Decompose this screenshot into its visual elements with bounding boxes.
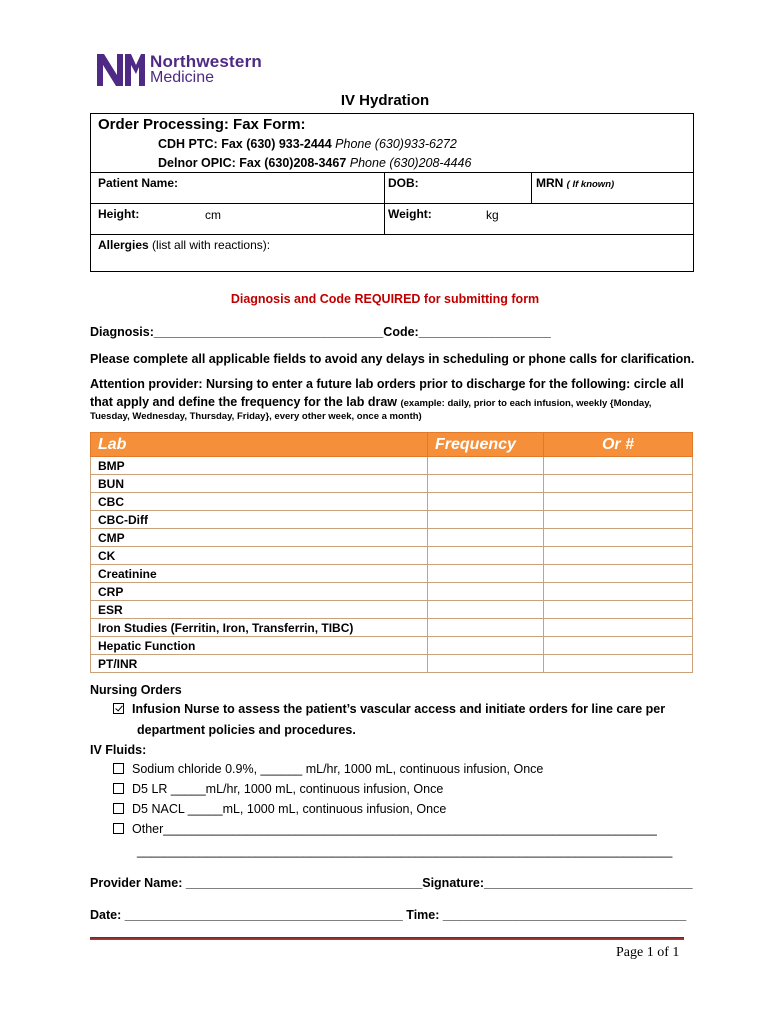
frequency-cell[interactable] — [428, 637, 544, 655]
row-divider — [90, 234, 694, 235]
logo-text-medicine: Medicine — [150, 69, 215, 86]
height-field[interactable]: Height: — [98, 207, 140, 221]
table-row — [91, 547, 693, 565]
date-time-line[interactable]: Date: ________________________________________ Time: ___________________________________ — [90, 908, 687, 922]
sodium-chloride-text: Sodium chloride 0.9%, ______ mL/hr, 1000 mL, continuous infusion, Once — [132, 762, 544, 776]
order-number-cell[interactable] — [544, 511, 693, 529]
lab-table-header-row — [91, 433, 693, 457]
lab-column-header: Lab — [91, 433, 428, 457]
frequency-column-header: Frequency — [428, 433, 544, 457]
logo-text-northwestern: Northwestern — [150, 52, 262, 71]
iv-fluid-option-d5-lr — [113, 782, 443, 796]
iv-fluid-option-sodium-chloride — [113, 762, 543, 776]
allergies-field[interactable] — [98, 238, 270, 252]
frequency-cell[interactable] — [428, 583, 544, 601]
frequency-cell[interactable] — [428, 475, 544, 493]
mrn-label: MRN — [536, 176, 564, 190]
mrn-field[interactable] — [536, 176, 614, 190]
table-row — [91, 565, 693, 583]
frequency-cell[interactable] — [428, 457, 544, 475]
instructions-text: Please complete all applicable fields to avoid any delays in scheduling or phone calls for clarification. — [90, 352, 695, 366]
lab-name-cell: CRP — [91, 583, 428, 601]
other-continuation-line[interactable]: _____________________________________________________________________________ — [137, 844, 673, 858]
cdh-fax-line — [158, 137, 457, 151]
sodium-chloride-checkbox[interactable] — [113, 763, 124, 774]
allergies-label: Allergies — [98, 238, 149, 252]
table-row — [91, 619, 693, 637]
delnor-fax-line — [158, 156, 471, 170]
lab-name-cell: BMP — [91, 457, 428, 475]
table-row — [91, 457, 693, 475]
order-number-cell[interactable] — [544, 493, 693, 511]
order-number-cell[interactable] — [544, 475, 693, 493]
order-number-cell[interactable] — [544, 529, 693, 547]
table-row — [91, 583, 693, 601]
delnor-fax-label: Delnor OPIC: Fax (630)208-3467 — [158, 156, 347, 170]
northwestern-medicine-logo — [96, 52, 276, 88]
other-text-field[interactable]: Other_______________________________________________________________________ — [132, 822, 657, 836]
allergies-note: (list all with reactions): — [152, 238, 271, 252]
attention-line-2 — [90, 395, 651, 409]
infusion-nurse-order — [113, 702, 665, 716]
row-divider — [90, 203, 694, 204]
order-number-cell[interactable] — [544, 601, 693, 619]
attention-line-1: Attention provider: Nursing to enter a future lab orders prior to discharge for the following: circle all — [90, 377, 684, 391]
provider-signature-line[interactable]: Provider Name: __________________________________Signature:______________________________ — [90, 876, 693, 890]
lab-name-cell: Creatinine — [91, 565, 428, 583]
frequency-cell[interactable] — [428, 547, 544, 565]
infusion-nurse-text: Infusion Nurse to assess the patient’s vascular access and initiate orders for line care per — [132, 702, 666, 716]
lab-name-cell: BUN — [91, 475, 428, 493]
frequency-cell[interactable] — [428, 565, 544, 583]
frequency-cell[interactable] — [428, 529, 544, 547]
order-processing-title: Order Processing: Fax Form: — [98, 116, 306, 133]
table-row — [91, 637, 693, 655]
frequency-cell[interactable] — [428, 601, 544, 619]
lab-name-cell: CMP — [91, 529, 428, 547]
frequency-cell[interactable] — [428, 511, 544, 529]
order-number-cell[interactable] — [544, 565, 693, 583]
frequency-cell[interactable] — [428, 619, 544, 637]
lab-name-cell: CK — [91, 547, 428, 565]
lab-name-cell: CBC — [91, 493, 428, 511]
frequency-cell[interactable] — [428, 655, 544, 673]
column-divider — [531, 172, 532, 203]
order-number-cell[interactable] — [544, 637, 693, 655]
document-title: IV Hydration — [340, 92, 430, 109]
height-unit: cm — [205, 208, 221, 222]
order-number-cell[interactable] — [544, 583, 693, 601]
column-divider — [384, 172, 385, 234]
attention-line-2-text: that apply and define the frequency for the lab draw — [90, 395, 397, 409]
footer-rule — [90, 937, 684, 940]
other-checkbox[interactable] — [113, 823, 124, 834]
lab-name-cell: ESR — [91, 601, 428, 619]
table-row — [91, 529, 693, 547]
order-number-cell[interactable] — [544, 619, 693, 637]
delnor-phone: Phone (630)208-4446 — [349, 156, 472, 170]
order-number-cell[interactable] — [544, 655, 693, 673]
row-divider — [90, 172, 694, 173]
iv-fluid-option-other — [113, 822, 657, 836]
attention-line-3: Tuesday, Wednesday, Thursday, Friday}, every other week, once a month) — [90, 411, 422, 422]
frequency-cell[interactable] — [428, 493, 544, 511]
iv-fluid-option-d5-nacl — [113, 802, 446, 816]
weight-unit: kg — [486, 208, 499, 222]
lab-name-cell: CBC-Diff — [91, 511, 428, 529]
order-number-cell[interactable] — [544, 457, 693, 475]
mrn-note: ( If known) — [566, 179, 615, 190]
order-number-cell[interactable] — [544, 547, 693, 565]
d5-nacl-text: D5 NACL _____mL, 1000 mL, continuous infusion, Once — [132, 802, 447, 816]
nursing-orders-heading: Nursing Orders — [90, 683, 182, 697]
nm-logo-mark-icon — [96, 53, 146, 87]
cdh-fax-label: CDH PTC: Fax (630) 933-2444 — [158, 137, 332, 151]
d5-lr-text: D5 LR _____mL/hr, 1000 mL, continuous infusion, Once — [132, 782, 444, 796]
order-number-column-header: Or # — [544, 433, 693, 457]
cdh-phone: Phone (630)933-6272 — [335, 137, 457, 151]
d5-nacl-checkbox[interactable] — [113, 803, 124, 814]
table-row — [91, 655, 693, 673]
lab-name-cell: Hepatic Function — [91, 637, 428, 655]
page-number: Page 1 of 1 — [616, 945, 680, 960]
lab-name-cell: Iron Studies (Ferritin, Iron, Transferrin, TIBC) — [91, 619, 428, 637]
lab-name-cell: PT/INR — [91, 655, 428, 673]
table-row — [91, 475, 693, 493]
dob-field[interactable]: DOB: — [388, 176, 419, 190]
iv-fluids-heading: IV Fluids: — [90, 743, 147, 757]
diagnosis-required-heading: Diagnosis and Code REQUIRED for submitting form — [230, 292, 540, 306]
weight-field[interactable]: Weight: — [388, 207, 432, 221]
lab-table — [90, 432, 693, 673]
table-row — [91, 511, 693, 529]
table-row — [91, 493, 693, 511]
attention-example-note: (example: daily, prior to each infusion, weekly {Monday, — [400, 398, 652, 409]
infusion-nurse-checkbox[interactable] — [113, 703, 124, 714]
patient-name-field[interactable]: Patient Name: — [98, 176, 179, 190]
diagnosis-code-field[interactable]: Diagnosis:_________________________________Code:___________________ — [90, 325, 551, 339]
d5-lr-checkbox[interactable] — [113, 783, 124, 794]
infusion-nurse-text-continued: department policies and procedures. — [137, 723, 356, 737]
table-row — [91, 601, 693, 619]
